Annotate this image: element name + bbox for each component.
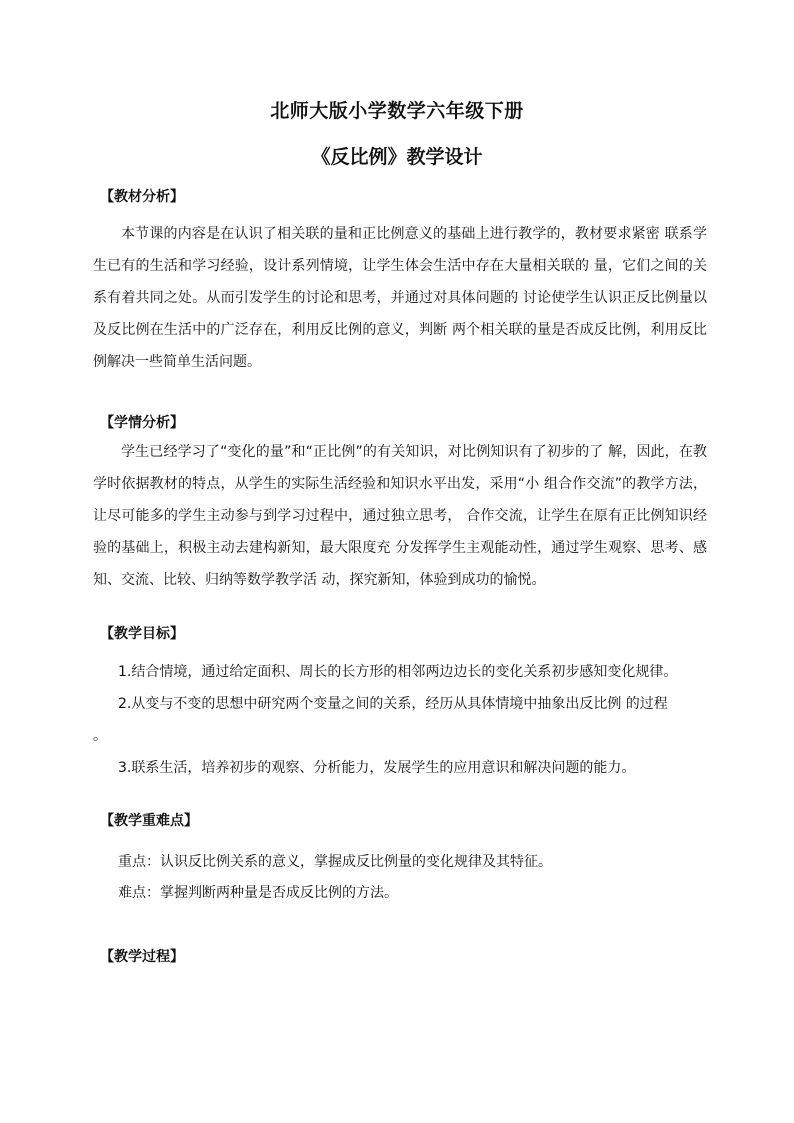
key-point-text: 重点：认识反比例关系的意义，掌握成反比例量的变化规律及其特征。: [118, 854, 552, 870]
teaching-goals-heading: 【教学目标】: [100, 626, 184, 642]
student-analysis-paragraph: 学生已经学习了“变化的量”和“正比例”的有关知识，对比例知识有了初步的了 解，因此，在教学时依据教材的特点，从学生的实际生活经验和知识水平出发，采用“小 组合作交流”的教学方法，让尽可能多的学生主动参与到学习过程中，通过独立思考， 合作交流，让学生在原有正比例知识经验的基础上，积极主动去建构新知，最大限度充 分发挥学生主观能动性，通过学生观察、思考、感知、交流、比较、归纳等数学教学活 动，探究新知，体验到成功的愉悦。: [93, 444, 707, 588]
goal-item: 1.结合情境，通过给定面积、周长的长方形的相邻两边边长的变化关系初步感知变化规律。: [118, 664, 678, 680]
key-difficult-points-heading: 【教学重难点】: [100, 813, 198, 829]
document-title: 北师大版小学数学六年级下册: [270, 100, 524, 122]
document-subtitle: 《反比例》教学设计: [311, 146, 483, 168]
textbook-analysis-heading: 【教材分析】: [100, 189, 184, 205]
textbook-analysis-paragraph: 本节课的内容是在认识了相关联的量和正比例意义的基础上进行教学的，教材要求紧密 联系学生已有的生活和学习经验，设计系列情境，让学生体会生活中存在大量相关联的 量，它们之间的关系有着共同之处。从而引发学生的讨论和思考，并通过对具体问题的 讨论使学生认识正反比例量以及反比例在生活中的广泛存在，利用反比例的意义，判断 两个相关联的量是否成反比例，利用反比例解决一些简单生活问题。: [93, 226, 707, 370]
student-analysis-heading: 【学情分析】: [100, 415, 184, 431]
goal-item: 2.从变与不变的思想中研究两个变量之间的关系，经历从具体情境中抽象出反比例 的过程: [118, 696, 668, 712]
goal-item: 3.联系生活，培养初步的观察、分析能力，发展学生的应用意识和解决问题的能力。: [118, 760, 636, 776]
goal-item-continuation: 。: [93, 728, 107, 744]
difficult-point-text: 难点：掌握判断两种量是否成反比例的方法。: [118, 885, 398, 901]
teaching-process-heading: 【教学过程】: [100, 949, 184, 965]
